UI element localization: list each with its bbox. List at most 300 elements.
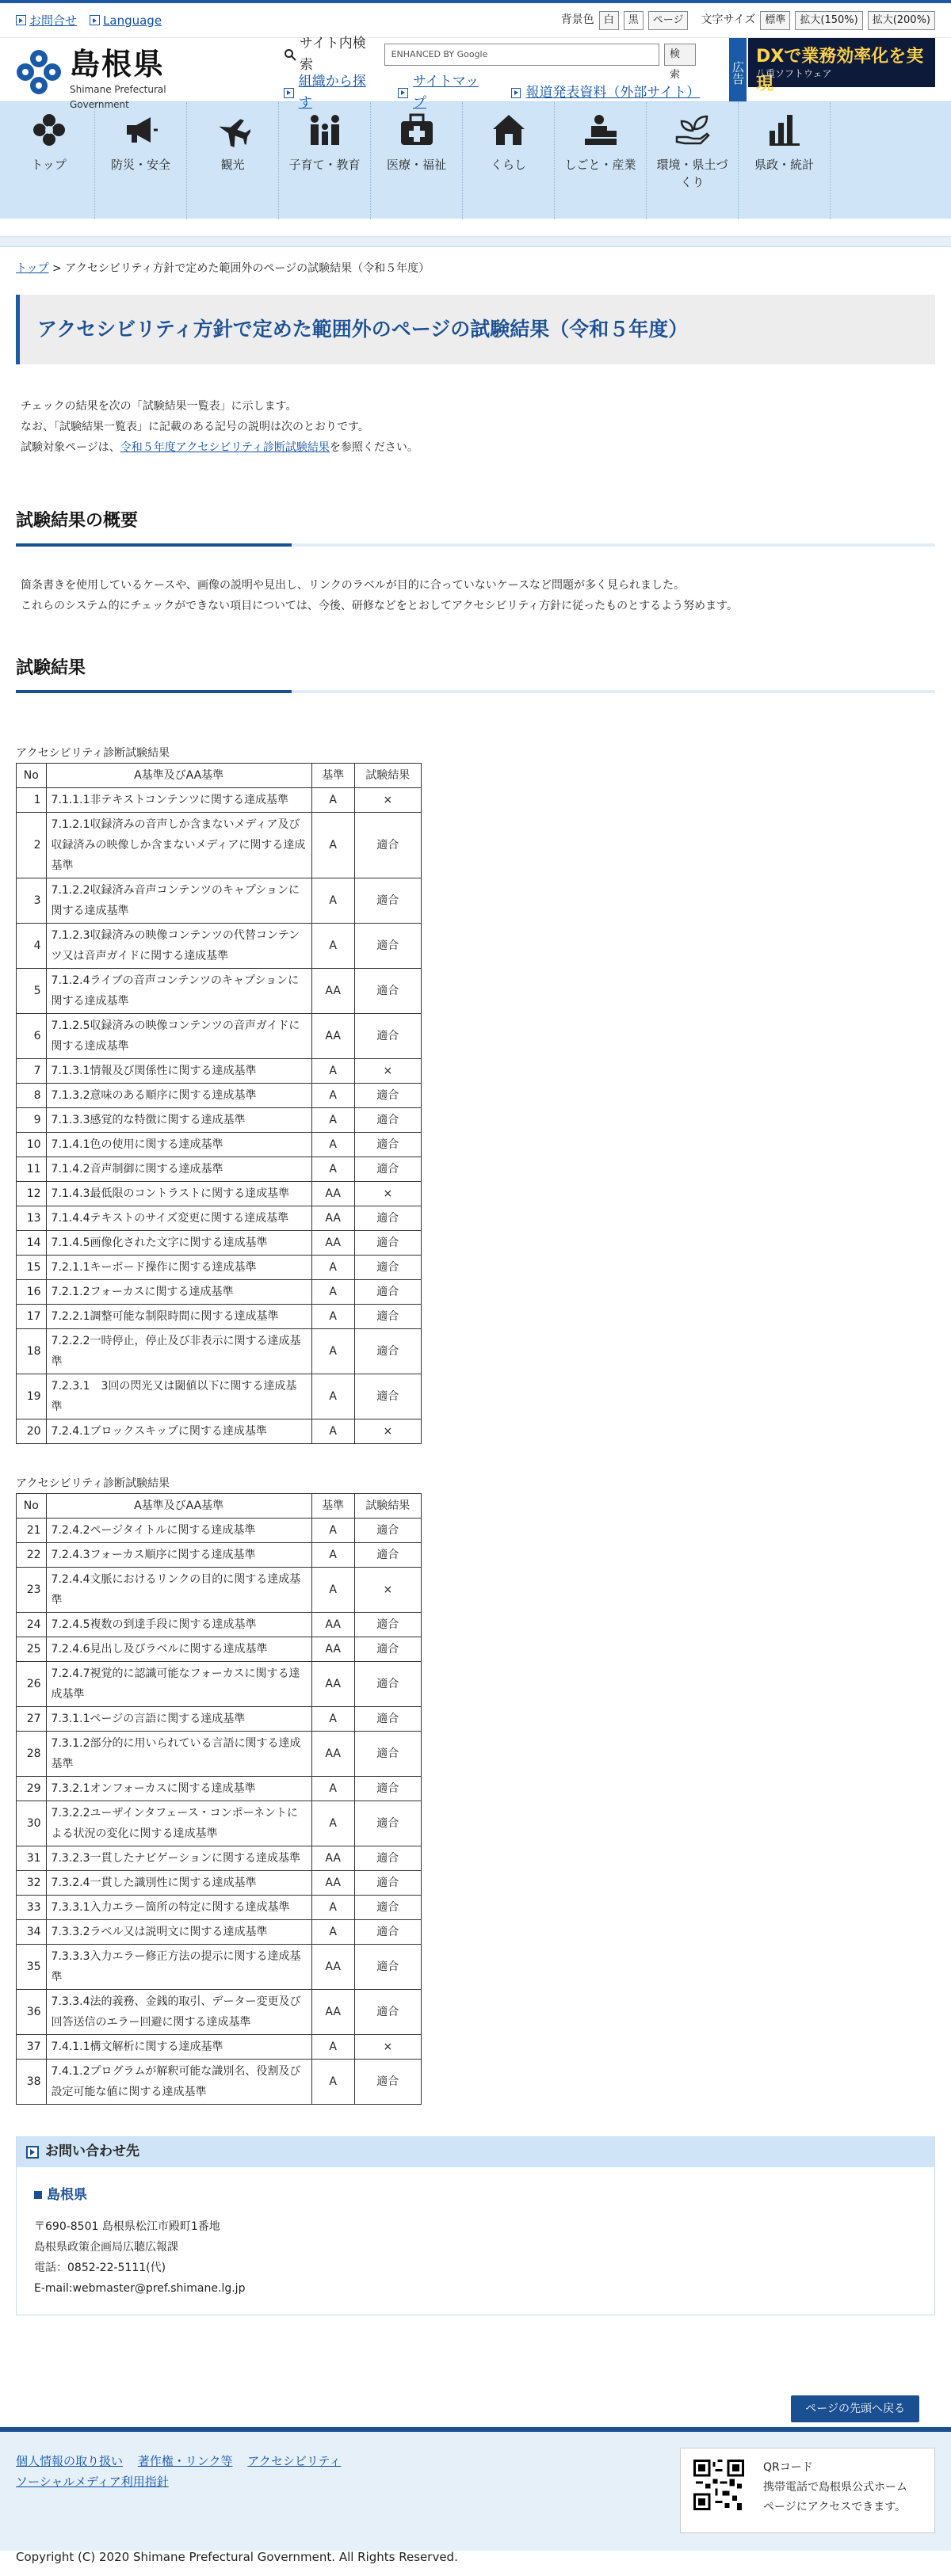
criterion: 7.2.4.4文脈におけるリンクの目的に関する達成基準 xyxy=(46,1567,311,1612)
medical-bag-icon xyxy=(399,112,435,148)
test-result: 適合 xyxy=(354,1919,421,1944)
test-result: 適合 xyxy=(354,1944,421,1989)
test-result: 適合 xyxy=(354,1989,421,2034)
row-number: 28 xyxy=(17,1731,47,1776)
nav-label: 環境・県土づくり xyxy=(656,158,728,189)
contact-box xyxy=(16,2136,935,2315)
ad-banner[interactable] xyxy=(748,38,935,95)
criterion: 7.3.3.4法的義務、金銭的取引、データー変更及び回答送信のエラー回避に関する達成基準 xyxy=(46,1989,311,2034)
test-result: 適合 xyxy=(354,1255,421,1279)
table-row xyxy=(17,1419,422,1443)
row-number: 19 xyxy=(17,1374,47,1419)
conformance-level: A xyxy=(311,812,354,878)
table-row xyxy=(17,1328,422,1374)
conformance-level: A xyxy=(311,1895,354,1919)
page-title: アクセシビリティ方針で定めた範囲外のページの試験結果（令和５年度） xyxy=(16,295,935,364)
criterion: 7.1.3.3感覚的な特徴に関する達成基準 xyxy=(46,1107,311,1132)
conformance-level: A xyxy=(311,1801,354,1846)
row-number: 5 xyxy=(17,968,47,1013)
contact-link[interactable]: お問合せ xyxy=(29,13,78,28)
table-row xyxy=(17,1255,422,1279)
nav-divider-band xyxy=(0,236,951,247)
arrow-icon xyxy=(16,15,26,25)
utility-links xyxy=(16,11,162,30)
utility-bar xyxy=(0,3,951,38)
conformance-level: AA xyxy=(311,1230,354,1255)
accessibility-link[interactable]: アクセシビリティ xyxy=(247,2454,342,2468)
test-result: × xyxy=(354,1058,421,1083)
table-row xyxy=(17,1083,422,1107)
column-header: 試験結果 xyxy=(354,1493,421,1518)
bg-black-button[interactable]: 黒 xyxy=(624,11,644,30)
conformance-level: A xyxy=(311,1706,354,1731)
criterion: 7.3.1.1ページの言語に関する達成基準 xyxy=(46,1706,311,1731)
criterion: 7.2.4.1ブロックスキップに関する達成基準 xyxy=(46,1419,311,1443)
conformance-level: AA xyxy=(311,1637,354,1661)
contact-name xyxy=(34,2185,917,2205)
criterion: 7.4.1.2プログラムが解釈可能な識別名、役割及び設定可能な値に関する達成基準 xyxy=(46,2059,311,2104)
row-number: 23 xyxy=(17,1567,47,1612)
table-row xyxy=(17,1279,422,1304)
row-number: 38 xyxy=(17,2059,47,2104)
display-settings xyxy=(561,11,935,30)
row-number: 25 xyxy=(17,1637,47,1661)
page-top-button[interactable]: ページの先頭へ戻る xyxy=(791,2395,919,2422)
test-result: 適合 xyxy=(354,1870,421,1895)
row-number: 29 xyxy=(17,1776,47,1801)
breadcrumb-current: アクセシビリティ方針で定めた範囲外のページの試験結果（令和５年度） xyxy=(65,262,430,275)
test-result: 適合 xyxy=(354,1661,421,1706)
airplane-icon xyxy=(215,112,251,148)
worker-icon xyxy=(582,112,619,148)
conformance-level: A xyxy=(311,878,354,923)
ad-headline: DXで業務効率化を実現 xyxy=(756,47,924,95)
row-number: 4 xyxy=(17,923,47,968)
text-size-200-button[interactable]: 拡大(200%) xyxy=(868,11,935,30)
nav-item-medical[interactable] xyxy=(371,102,463,219)
criterion: 7.3.2.2ユーザインタフェース・コンポーネントによる状況の変化に関する達成基準 xyxy=(46,1801,311,1846)
row-number: 7 xyxy=(17,1058,47,1083)
search-button[interactable]: 検索 xyxy=(664,44,696,66)
conformance-level: AA xyxy=(311,1731,354,1776)
nav-item-living[interactable] xyxy=(463,102,555,219)
search-input[interactable]: ENHANCED BY Google xyxy=(384,44,659,66)
table-row xyxy=(17,1157,422,1181)
site-search xyxy=(284,35,701,114)
row-number: 8 xyxy=(17,1083,47,1107)
table-row xyxy=(17,1230,422,1255)
table-row xyxy=(17,1181,422,1206)
test-result: 適合 xyxy=(354,1846,421,1870)
arrow-icon xyxy=(26,2146,39,2159)
conformance-level: A xyxy=(311,1374,354,1419)
conformance-level: AA xyxy=(311,1206,354,1230)
table-row xyxy=(17,1661,422,1706)
language-link-item[interactable] xyxy=(90,11,162,30)
criterion: 7.2.4.3フォーカス順序に関する達成基準 xyxy=(46,1542,311,1567)
row-number: 24 xyxy=(17,1612,47,1637)
summary-heading: 試験結果の概要 xyxy=(16,507,935,546)
row-number: 9 xyxy=(17,1107,47,1132)
bar-chart-icon xyxy=(766,112,803,148)
bg-page-button[interactable]: ページ xyxy=(648,11,689,30)
criterion: 7.1.1.1非テキストコンテンツに関する達成基準 xyxy=(46,787,311,812)
table-row xyxy=(17,1206,422,1230)
row-number: 22 xyxy=(17,1542,47,1567)
contact-tel: 電話：0852-22-5111(代) xyxy=(34,2261,166,2274)
footer xyxy=(0,2432,951,2551)
breadcrumb xyxy=(16,260,935,277)
social-media-policy-link[interactable]: ソーシャルメディア利用指針 xyxy=(16,2475,169,2489)
criterion: 7.1.3.2意味のある順序に関する達成基準 xyxy=(46,1083,311,1107)
main-content xyxy=(0,260,951,2315)
table-caption: アクセシビリティ診断試験結果 xyxy=(16,746,170,760)
criterion: 7.2.3.1 3回の閃光又は閾値以下に関する達成基準 xyxy=(46,1374,311,1419)
summary-line: 箇条書きを使用しているケースや、画像の説明や見出し、リンクのラベルが目的に合っていないケースなど問題が多く見られました。 xyxy=(21,578,686,592)
conformance-level: A xyxy=(311,1255,354,1279)
conformance-level: A xyxy=(311,1058,354,1083)
intro-line: なお、「試験結果一覧表」に記載のある記号の説明は次のとおりです。 xyxy=(21,421,369,434)
table-caption: アクセシビリティ診断試験結果 xyxy=(16,1477,170,1490)
test-result: 適合 xyxy=(354,1801,421,1846)
results-table-1 xyxy=(16,763,422,1444)
nav-item-safety[interactable] xyxy=(95,102,187,219)
table-row xyxy=(17,1058,422,1083)
conformance-level: A xyxy=(311,2059,354,2104)
table-row xyxy=(17,787,422,812)
test-result: 適合 xyxy=(354,1637,421,1661)
test-result: 適合 xyxy=(354,923,421,968)
criterion: 7.1.2.4ライブの音声コンテンツのキャプションに関する達成基準 xyxy=(46,968,311,1013)
test-result: 適合 xyxy=(354,812,421,878)
criterion: 7.1.4.2音声制御に関する達成基準 xyxy=(46,1157,311,1181)
house-icon xyxy=(491,112,527,148)
criterion: 7.1.4.1色の使用に関する達成基準 xyxy=(46,1132,311,1157)
criterion: 7.3.3.2ラベル又は説明文に関する達成基準 xyxy=(46,1919,311,1944)
qr-title: QRコード xyxy=(763,2461,813,2474)
nav-item-work[interactable] xyxy=(555,102,647,219)
conformance-level: AA xyxy=(311,968,354,1013)
ad-label: 広告 xyxy=(729,38,747,101)
nav-label: トップ xyxy=(31,158,67,172)
conformance-level: AA xyxy=(311,1612,354,1637)
table-row xyxy=(17,1518,422,1542)
test-result: 適合 xyxy=(354,1776,421,1801)
criterion: 7.1.2.2収録済み音声コンテンツのキャプションに関する達成基準 xyxy=(46,878,311,923)
nav-item-environment[interactable] xyxy=(647,102,739,219)
test-result: 適合 xyxy=(354,968,421,1013)
test-result: 適合 xyxy=(354,1279,421,1304)
test-result: 適合 xyxy=(354,1107,421,1132)
intro-text xyxy=(16,396,935,458)
test-results-link[interactable]: 令和５年度アクセシビリティ診断試験結果 xyxy=(120,441,330,455)
row-number: 34 xyxy=(17,1919,47,1944)
row-number: 33 xyxy=(17,1895,47,1919)
test-result: 適合 xyxy=(354,1132,421,1157)
table-row xyxy=(17,1107,422,1132)
conformance-level: AA xyxy=(311,1661,354,1706)
table-row xyxy=(17,1731,422,1776)
conformance-level: AA xyxy=(311,1181,354,1206)
global-nav xyxy=(0,101,951,219)
row-number: 12 xyxy=(17,1181,47,1206)
criterion: 7.2.4.7視覚的に認識可能なフォーカスに関する達成基準 xyxy=(46,1661,311,1706)
privacy-link[interactable]: 個人情報の取り扱い xyxy=(16,2454,124,2468)
test-result: 適合 xyxy=(354,1328,421,1374)
conformance-level: A xyxy=(311,2034,354,2059)
language-link[interactable]: Language xyxy=(103,13,162,28)
nav-item-top[interactable] xyxy=(3,102,95,219)
qr-code-icon xyxy=(693,2460,744,2510)
test-result: 適合 xyxy=(354,1157,421,1181)
conformance-level: A xyxy=(311,1419,354,1443)
table-row xyxy=(17,1374,422,1419)
contact-address: 〒690-8501 島根県松江市殿町1番地 xyxy=(34,2220,220,2233)
criterion: 7.3.3.1入力エラー箇所の特定に関する達成基準 xyxy=(46,1895,311,1919)
conformance-level: A xyxy=(311,1919,354,1944)
conformance-level: A xyxy=(311,923,354,968)
table-row xyxy=(17,1567,422,1612)
ad-sponsor: 八重ソフトウェア xyxy=(756,68,832,79)
breadcrumb-top-link[interactable]: トップ xyxy=(16,262,49,275)
test-result: 適合 xyxy=(354,2059,421,2104)
test-result: 適合 xyxy=(354,1612,421,1637)
column-header: No xyxy=(17,763,47,787)
table-header-row xyxy=(17,1493,422,1518)
criterion: 7.3.2.4一貫した識別性に関する達成基準 xyxy=(46,1870,311,1895)
test-result: 適合 xyxy=(354,1518,421,1542)
row-number: 17 xyxy=(17,1304,47,1328)
table-row xyxy=(17,1895,422,1919)
table-row xyxy=(17,1612,422,1637)
row-number: 16 xyxy=(17,1279,47,1304)
nav-label: しごと・産業 xyxy=(564,158,636,172)
breadcrumb-separator: > xyxy=(48,262,66,275)
conformance-level: A xyxy=(311,1279,354,1304)
test-result: 適合 xyxy=(354,1895,421,1919)
criterion: 7.2.1.2フォーカスに関する達成基準 xyxy=(46,1279,311,1304)
conformance-level: AA xyxy=(311,1013,354,1058)
org-search-link[interactable]: 組織から探す xyxy=(298,74,366,112)
column-header: A基準及びAA基準 xyxy=(46,763,311,787)
bg-white-button[interactable]: 白 xyxy=(599,11,619,30)
test-result: × xyxy=(354,1419,421,1443)
row-number: 36 xyxy=(17,1989,47,2034)
table-row xyxy=(17,2059,422,2104)
table-row xyxy=(17,1870,422,1895)
row-number: 37 xyxy=(17,2034,47,2059)
criterion: 7.2.4.6見出し及びラベルに関する達成基準 xyxy=(46,1637,311,1661)
contact-dept: 島根県政策企画局広聴広報課 xyxy=(34,2240,178,2254)
criterion: 7.2.4.2ページタイトルに関する達成基準 xyxy=(46,1518,311,1542)
criterion: 7.3.2.3一貫したナビゲーションに関する達成基準 xyxy=(46,1846,311,1870)
criterion: 7.3.2.1オンフォーカスに関する達成基準 xyxy=(46,1776,311,1801)
conformance-level: AA xyxy=(311,1846,354,1870)
test-result: 適合 xyxy=(354,1206,421,1230)
conformance-level: AA xyxy=(311,1944,354,1989)
criterion: 7.1.4.4テキストのサイズ変更に関する達成基準 xyxy=(46,1206,311,1230)
conformance-level: A xyxy=(311,1083,354,1107)
test-result: 適合 xyxy=(354,1304,421,1328)
column-header: No xyxy=(17,1493,47,1518)
row-number: 27 xyxy=(17,1706,47,1731)
row-number: 35 xyxy=(17,1944,47,1989)
summary-line: これらのシステム的にチェックができない項目については、今後、研修などをとおしてアクセシビリティ方針に従ったものとするよう努めます。 xyxy=(21,599,738,612)
conformance-level: A xyxy=(311,1157,354,1181)
footer-links xyxy=(16,2451,352,2492)
row-number: 21 xyxy=(17,1518,47,1542)
criterion: 7.2.4.5複数の到達手段に関する達成基準 xyxy=(46,1612,311,1637)
nav-item-statistics[interactable] xyxy=(739,102,831,219)
row-number: 31 xyxy=(17,1846,47,1870)
criterion: 7.4.1.1構文解析に関する達成基準 xyxy=(46,2034,311,2059)
qr-code-box xyxy=(680,2448,935,2533)
row-number: 26 xyxy=(17,1661,47,1706)
row-number: 18 xyxy=(17,1328,47,1374)
test-result: × xyxy=(354,2034,421,2059)
table-row xyxy=(17,1776,422,1801)
contact-link-item[interactable] xyxy=(16,11,77,30)
test-result: × xyxy=(354,1567,421,1612)
test-result: × xyxy=(354,787,421,812)
row-number: 30 xyxy=(17,1801,47,1846)
conformance-level: A xyxy=(311,1328,354,1374)
bg-color-label: 背景色 xyxy=(560,13,594,27)
row-number: 2 xyxy=(17,812,47,878)
conformance-level: A xyxy=(311,1107,354,1132)
arrow-icon xyxy=(284,88,294,98)
text-size-standard-button[interactable]: 標準 xyxy=(760,11,790,30)
arrow-icon xyxy=(511,88,521,98)
row-number: 15 xyxy=(17,1255,47,1279)
column-header: 試験結果 xyxy=(354,763,421,787)
search-label xyxy=(284,33,380,76)
copyright-link[interactable]: 著作権・リンク等 xyxy=(137,2454,233,2468)
search-icon xyxy=(284,48,296,61)
search-label-text: サイト内検索 xyxy=(299,35,366,73)
intro-text-fragment: 試験対象ページは、 xyxy=(21,441,120,455)
row-number: 11 xyxy=(17,1157,47,1181)
conformance-level: A xyxy=(311,1304,354,1328)
test-result: 適合 xyxy=(354,1083,421,1107)
row-number: 10 xyxy=(17,1132,47,1157)
megaphone-icon xyxy=(123,112,159,148)
conformance-level: AA xyxy=(311,1870,354,1895)
intro-line: チェックの結果を次の「試験結果一覧表」に示します。 xyxy=(21,400,297,413)
qr-desc: ページにアクセスできます。 xyxy=(763,2501,907,2513)
table-row xyxy=(17,1989,422,2034)
table-header-row xyxy=(17,763,422,787)
prefecture-emblem-icon xyxy=(14,48,63,97)
nav-label: 子育て・教育 xyxy=(288,158,361,172)
table-row xyxy=(17,1919,422,1944)
conformance-level: A xyxy=(311,1776,354,1801)
table-row xyxy=(17,968,422,1013)
criterion: 7.3.3.3入力エラー修正方法の提示に関する達成基準 xyxy=(46,1944,311,1989)
test-result: × xyxy=(354,1181,421,1206)
table-row xyxy=(17,1944,422,1989)
qr-desc: 携帯電話で島根県公式ホーム xyxy=(763,2481,907,2494)
table-row xyxy=(17,878,422,923)
conformance-level: A xyxy=(311,1518,354,1542)
table-row xyxy=(17,1542,422,1567)
criterion: 7.1.2.1収録済みの音声しか含まないメディア及び収録済みの映像しか含まないメディアに関する達成基準 xyxy=(46,812,311,878)
copyright-text: Copyright (C) 2020 Shimane Prefectural Government. All Rights Reserved. xyxy=(16,2550,458,2564)
test-result: 適合 xyxy=(354,1013,421,1058)
sitemap-link[interactable]: サイトマップ xyxy=(412,74,479,112)
site-logo[interactable] xyxy=(14,43,220,111)
intro-text-fragment: を参照ください。 xyxy=(329,441,418,455)
test-result: 適合 xyxy=(354,1374,421,1419)
table-row xyxy=(17,812,422,878)
test-result: 適合 xyxy=(354,1542,421,1567)
press-release-link[interactable]: 報道発表資料（外部サイト） xyxy=(525,84,701,101)
table-row xyxy=(17,1013,422,1058)
table-row xyxy=(17,1304,422,1328)
flower-icon xyxy=(31,112,67,148)
header-main xyxy=(0,35,951,112)
criterion: 7.1.4.5画像化された文字に関する達成基準 xyxy=(46,1230,311,1255)
nav-item-childcare[interactable] xyxy=(279,102,371,219)
criterion: 7.2.2.1調整可能な制限時間に関する達成基準 xyxy=(46,1304,311,1328)
qr-text xyxy=(763,2458,907,2517)
criterion: 7.2.1.1キーボード操作に関する達成基準 xyxy=(46,1255,311,1279)
contact-heading: お問い合わせ先 xyxy=(45,2143,139,2160)
nav-label: 防災・安全 xyxy=(110,158,170,172)
test-result: 適合 xyxy=(354,878,421,923)
arrow-icon xyxy=(90,15,100,25)
table-row xyxy=(17,2034,422,2059)
conformance-level: A xyxy=(311,787,354,812)
contact-org: 島根県 xyxy=(47,2186,87,2203)
row-number: 6 xyxy=(17,1013,47,1058)
text-size-label: 文字サイズ xyxy=(701,13,756,27)
arrow-icon xyxy=(398,88,408,98)
logo-text-en: Shimane Prefectural Government xyxy=(70,84,166,111)
conformance-level: AA xyxy=(311,1989,354,2034)
criterion: 7.1.2.3収録済みの映像コンテンツの代替コンテンツ又は音声ガイドに関する達成基準 xyxy=(46,923,311,968)
conformance-level: A xyxy=(311,1542,354,1567)
criterion: 7.1.3.1情報及び関係性に関する達成基準 xyxy=(46,1058,311,1083)
press-link-item[interactable] xyxy=(511,71,701,114)
sitemap-link-item[interactable] xyxy=(398,71,490,114)
criterion: 7.1.2.5収録済みの映像コンテンツの音声ガイドに関する達成基準 xyxy=(46,1013,311,1058)
row-number: 14 xyxy=(17,1230,47,1255)
text-size-150-button[interactable]: 拡大(150%) xyxy=(795,11,862,30)
table-row xyxy=(17,1706,422,1731)
test-result: 適合 xyxy=(354,1706,421,1731)
family-icon xyxy=(307,112,343,148)
nav-item-tourism[interactable] xyxy=(187,102,279,219)
test-result: 適合 xyxy=(354,1230,421,1255)
nav-label: 医療・福祉 xyxy=(386,158,446,172)
results-heading: 試験結果 xyxy=(16,654,935,693)
nav-label: 観光 xyxy=(220,158,245,172)
row-number: 32 xyxy=(17,1870,47,1895)
table-row xyxy=(17,1801,422,1846)
row-number: 13 xyxy=(17,1206,47,1230)
contact-header xyxy=(17,2137,934,2167)
summary-text xyxy=(16,575,935,616)
conformance-level: A xyxy=(311,1132,354,1157)
table-row xyxy=(17,923,422,968)
hand-plant-icon xyxy=(674,112,711,148)
conformance-level: A xyxy=(311,1567,354,1612)
column-header: 基準 xyxy=(311,763,354,787)
intro-line xyxy=(21,437,935,458)
table-row xyxy=(17,1846,422,1870)
org-search-link-item[interactable] xyxy=(284,71,377,114)
